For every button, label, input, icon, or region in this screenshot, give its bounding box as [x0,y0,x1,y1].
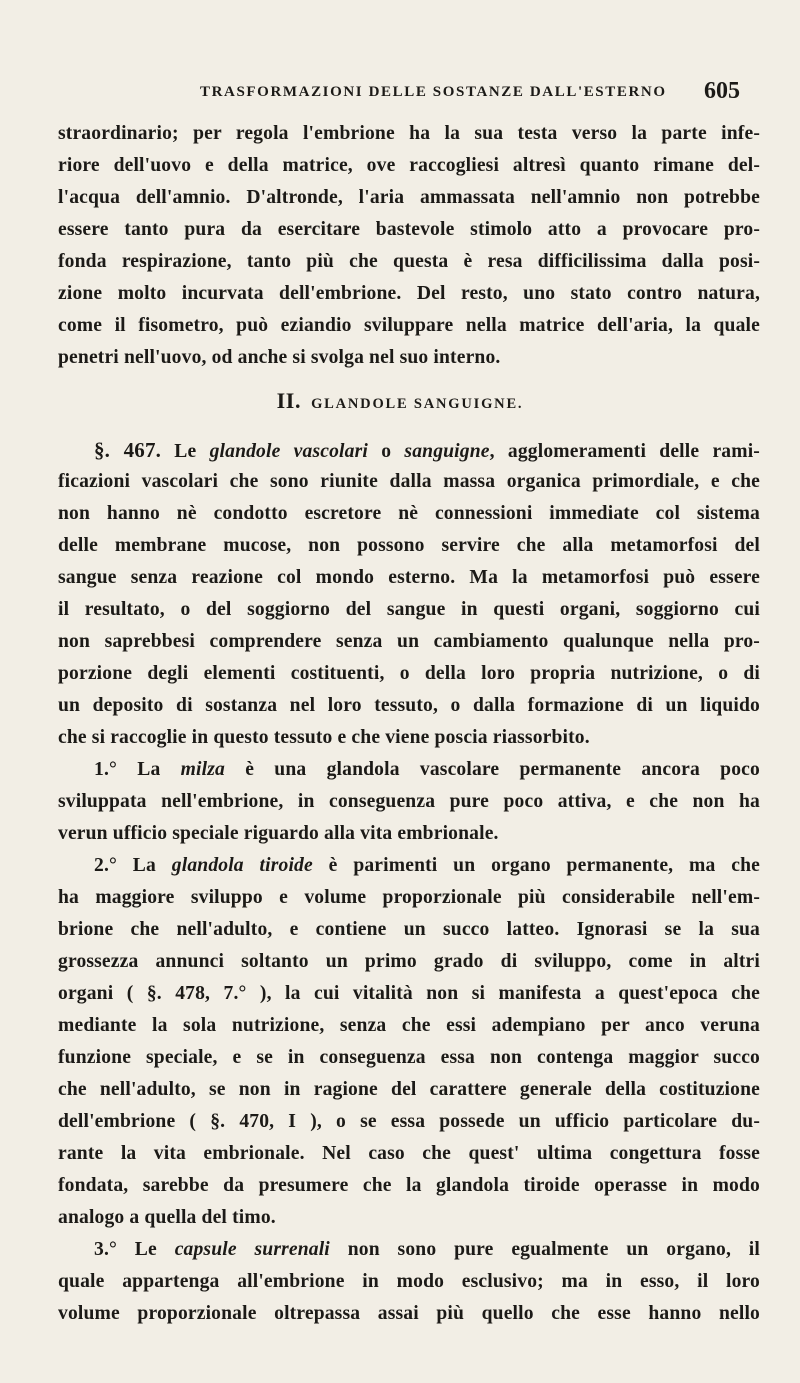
text-line: non hanno nè condotto escretore nè connessioni immediate col sistema [58,503,760,524]
text-line: rante la vita embrionale. Nel caso che quest' ultima congettura fosse [58,1143,760,1164]
text-line: fondata, sarebbe da presumere che la glandola tiroide operasse in modo [58,1175,760,1196]
text-line: porzione degli elementi costituenti, o della loro propria nutrizione, o di [58,663,760,684]
text-line: ha maggiore sviluppo e volume proporzionale più considerabile nell'em- [58,887,760,908]
section-heading [0,388,800,414]
text-line: essere tanto pura da esercitare bastevole stimolo atto a provocare pro- [58,219,760,240]
text-line: delle membrane mucose, non possono servire che alla metamorfosi del [58,535,760,556]
term-glandola-tiroide: glandola tiroide [171,855,313,876]
text-line: sviluppata nell'embrione, in conseguenza pure poco attiva, e che non ha [58,791,760,812]
text-line: come il fisometro, può eziandio sviluppare nella matrice dell'aria, la quale [58,315,760,336]
text-line: zione molto incurvata dell'embrione. Del resto, uno stato contro natura, [58,283,760,304]
text-line: riore dell'uovo e della matrice, ove raccogliesi altresì quanto rimane del- [58,155,760,176]
text-line: analogo a quella del timo. [58,1207,276,1228]
text-line: mediante la sola nutrizione, senza che essi adempiano per anco veruna [58,1015,760,1036]
term-glandole-vascolari: glandole vascolari [209,441,368,462]
text-line: funzione speciale, e se in conseguenza essa non contenga maggior succo [58,1047,760,1068]
text-line: verun ufficio speciale riguardo alla vita embrionale. [58,823,499,844]
page-number: 605 [704,78,740,104]
item-2-first-line: 2.° La glandola tiroide è parimenti un organo permanente, ma che [94,855,760,876]
text-line: volume proporzionale oltrepassa assai più quello che esse hanno nello [58,1303,760,1324]
text-line: fonda respirazione, tanto più che questa è resa difficilissima dalla posi- [58,251,760,272]
text-line: brione che nell'adulto, e contiene un succo latteo. Ignorasi se la sua [58,919,760,940]
item-number: 3.° [94,1239,117,1260]
text-line: l'acqua dell'amnio. D'altronde, l'aria ammassata nell'amnio non potrebbe [58,187,760,208]
text-line: sangue senza reazione col mondo esterno. Ma la metamorfosi può essere [58,567,760,588]
text-line: grossezza annunci soltanto un primo grado di sviluppo, come in altri [58,951,760,972]
term-milza: milza [180,759,225,780]
item-number: 1.° [94,759,117,780]
running-head: TRASFORMAZIONI DELLE SOSTANZE DALL'ESTERNO [200,84,667,100]
term-sanguigne: sanguigne [404,441,490,462]
text-line: straordinario; per regola l'embrione ha la sua testa verso la parte infe- [58,123,760,144]
paragraph-467-first-line: §. 467. Le glandole vascolari o sanguigne, agglomeramenti delle rami- [94,438,760,462]
paragraph-number: §. 467. [94,438,161,462]
text-line: il resultato, o del soggiorno del sangue in questi organi, soggiorno cui [58,599,760,620]
item-number: 2.° [94,855,117,876]
item-3-first-line: 3.° Le capsule surrenali non sono pure egualmente un organo, il [94,1239,760,1260]
text-line: quale appartenga all'embrione in modo esclusivo; ma in esso, il loro [58,1271,760,1292]
text-line: organi ( §. 478, 7.° ), la cui vitalità non si manifesta a quest'epoca che [58,983,760,1004]
text-line: dell'embrione ( §. 470, I ), o se essa possede un ufficio particolare du- [58,1111,760,1132]
text-line: ficazioni vascolari che sono riunite dalla massa organica primordiale, e che [58,471,760,492]
section-number: II. [276,388,302,413]
text-line: penetri nell'uovo, od anche si svolga nel suo interno. [58,347,501,368]
text-line: che nell'adulto, se non in ragione del carattere generale della costituzione [58,1079,760,1100]
text-line: non saprebbesi comprendere senza un cambiamento qualunque nella pro- [58,631,760,652]
item-1-first-line: 1.° La milza è una glandola vascolare permanente ancora poco [94,759,760,780]
text-line: un deposito di sostanza nel loro tessuto, o dalla formazione di un liquido [58,695,760,716]
term-capsule-surrenali: capsule surrenali [174,1239,330,1260]
text-line: che si raccoglie in questo tessuto e che viene poscia riassorbito. [58,727,590,748]
section-title: GLANDOLE SANGUIGNE. [311,396,524,412]
